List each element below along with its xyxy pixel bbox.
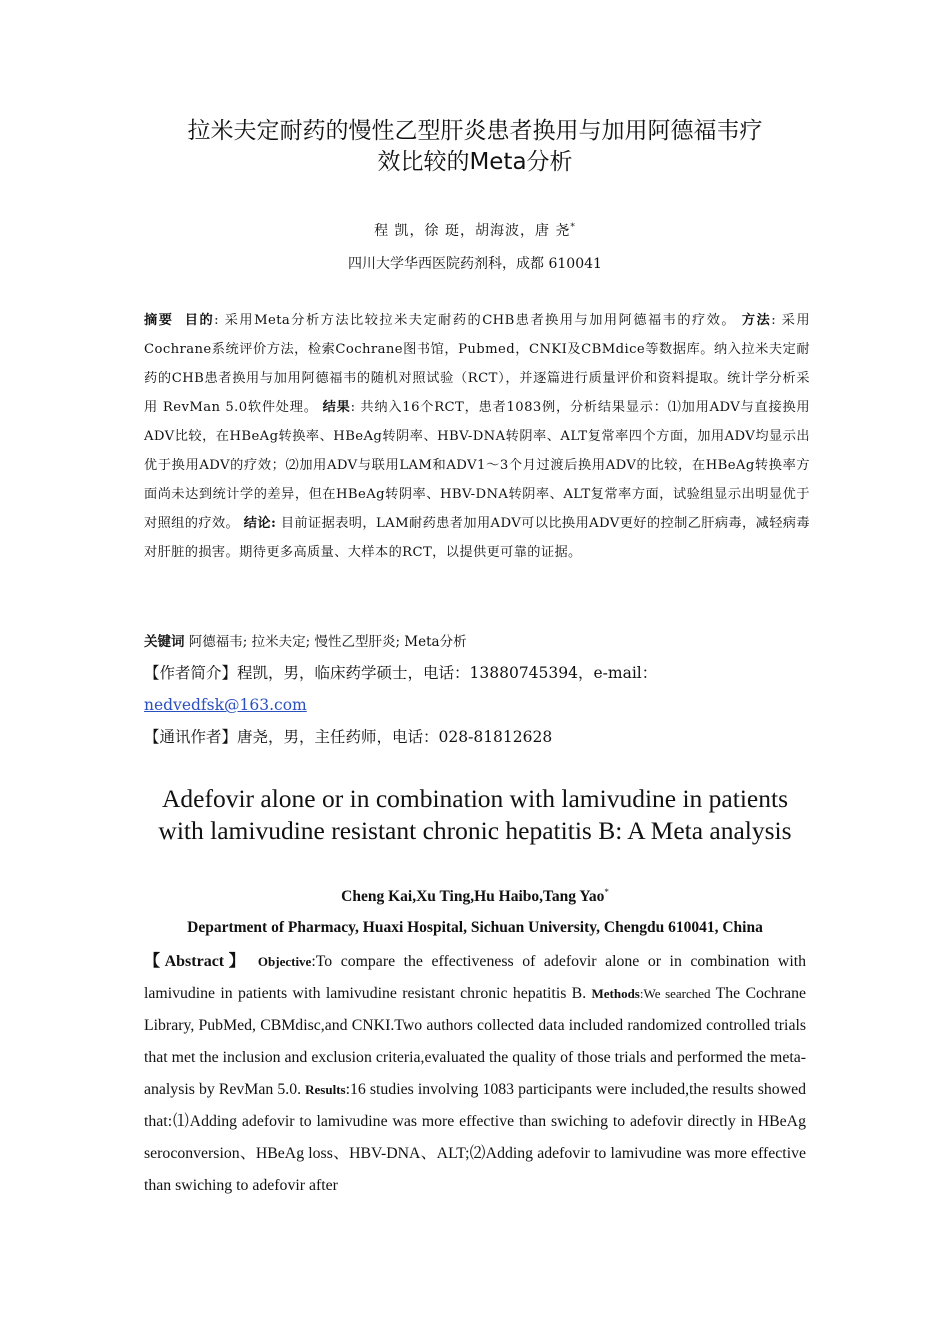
methods-label: 方法 — [741, 313, 772, 328]
english-methods-text: The Cochrane Library, PubMed, CBMdisc,and CNKI.Two authors collected data included randomized controlled trials that met the inclusion and exclusion criteria,evaluated the quality of those trials and performed the meta-analysis by RevMan 5.0. — [144, 985, 806, 1098]
keywords — [144, 631, 810, 653]
english-objective-label: Objective — [257, 954, 312, 969]
author-email-line — [144, 694, 810, 716]
english-title — [110, 783, 840, 847]
chinese-title-line-2: 效比较的Meta分析 — [377, 149, 573, 175]
keywords-label: 关键词 — [144, 634, 185, 650]
english-title-line-1: Adefovir alone or in combination with lamivudine in patients — [161, 784, 789, 813]
english-title-line-2: with lamivudine resistant chronic hepatitis B: A Meta analysis — [158, 816, 792, 845]
corresponding-mark: * — [570, 222, 576, 233]
objective-label: 目的 — [184, 313, 215, 328]
english-results-text: :16 studies involving 1083 participants were included,the results showed that:⑴Adding adefovir to lamivudine was more effective than swiching to adefovir directly in HBeAg seroconversion、HBeAg loss、HBV-DNA、ALT;⑵Adding adefovir to lamivudine was more effective than swiching to adefovir after — [144, 1081, 807, 1194]
abstract-label: 摘要 — [144, 313, 174, 328]
english-abstract — [144, 946, 806, 1202]
english-corresponding-mark: * — [604, 887, 609, 897]
keywords-text: 阿德福韦; 拉米夫定; 慢性乙型肝炎; Meta分析 — [184, 634, 467, 650]
chinese-title — [140, 116, 810, 178]
author-note-label: 【作者简介】 — [144, 664, 238, 682]
author-note-text: 程凯，男，临床药学硕士，电话：13880745394，e-mail： — [237, 664, 658, 682]
english-abstract-label: 【Abstract】 — [144, 953, 250, 970]
methods-text: : 采用Cochrane系统评价方法，检索Cochrane图书馆，Pubmed，CNKI及CBMdice等数据库。纳入拉米夫定耐药的CHB患者换用与加用阿德福韦的随机对照试验（RCT），并逐篇进行质量评价和资料提取。统计学分析采用 RevMan 5.0软件处理。 — [144, 313, 811, 415]
chinese-authors — [140, 220, 810, 240]
author-note — [144, 662, 810, 684]
conclusion-label: 结论: — [243, 516, 277, 531]
chinese-title-line-1: 拉米夫定耐药的慢性乙型肝炎患者换用与加用阿德福韦疗 — [187, 118, 763, 144]
english-methods-intro: :We searched — [639, 986, 711, 1001]
chinese-author-names: 程 凯，徐 珽，胡海波，唐 尧 — [374, 223, 571, 239]
english-results-label: Results — [305, 1082, 346, 1097]
chinese-abstract — [144, 306, 810, 567]
corresponding-label: 【通讯作者】 — [144, 728, 238, 746]
chinese-affiliation: 四川大学华西医院药剂科，成都 610041 — [348, 256, 602, 272]
conclusion-text: 目前证据表明，LAM耐药患者加用ADV可以比换用ADV更好的控制乙肝病毒，减轻病毒对肝脏的损害。期待更多高质量、大样本的RCT，以提供更可靠的证据。 — [144, 516, 810, 560]
results-label: 结果 — [322, 400, 351, 415]
english-authors — [140, 887, 810, 906]
corresponding-text: 唐尧，男，主任药师，电话：028-81812628 — [237, 728, 553, 746]
objective-text: : 采用Meta分析方法比较拉米夫定耐药的CHB患者换用与加用阿德福韦的疗效。 — [214, 313, 737, 328]
english-methods-label: Methods — [591, 986, 640, 1001]
results-text: : 共纳入16个RCT，患者1083例，分析结果显示：⑴加用ADV与直接换用ADV比较，在HBeAg转换率、HBeAg转阴率、HBV-DNA转阴率、ALT复常率四个方面，加用ADV均显示出优于换用ADV的疗效；⑵加用ADV与联用LAM和ADV1～3个月过渡后换用ADV的比较，在HBeAg转换率方面尚未达到统计学的差异，但在HBeAg转阴率、HBV-DNA转阴率、ALT复常率方面，试验组显示出明显优于对照组的疗效。 — [144, 400, 810, 531]
english-author-names: Cheng Kai,Xu Ting,Hu Haibo,Tang Yao — [341, 888, 605, 906]
english-objective-text: :To compare the effectiveness of adefovir alone or in combination with lamivudine in patients with lamivudine resistant chronic hepatitis B. — [144, 953, 806, 1002]
corresponding-author-note — [144, 726, 810, 748]
author-email-link[interactable]: nedvedfsk@163.com — [144, 696, 307, 714]
english-affiliation: Department of Pharmacy, Huaxi Hospital, Sichuan University, Chengdu 610041, China — [187, 919, 763, 936]
